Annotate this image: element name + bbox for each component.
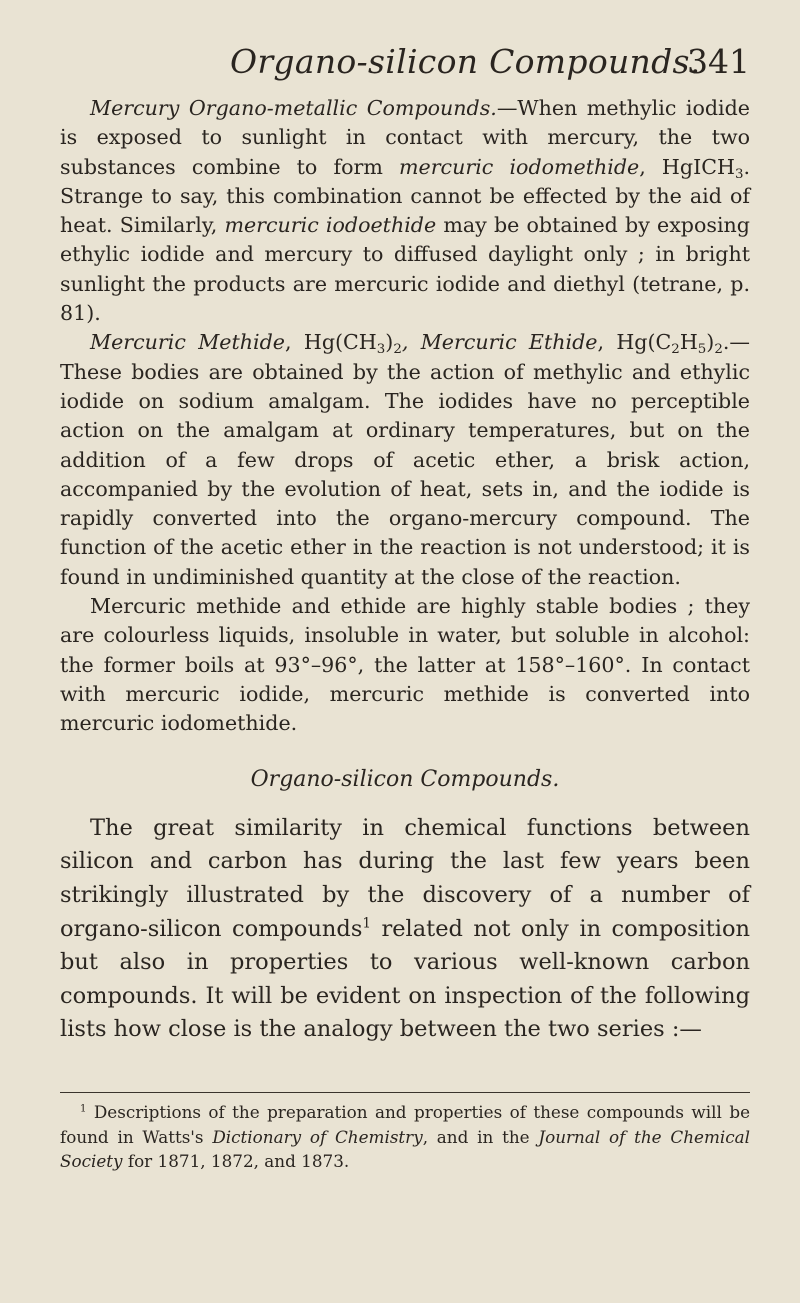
paragraph-text: The great similarity in chemical functions between silicon and carbon has during the last few years been strikingly illustrated by the discovery of a number of organo-silicon compounds <box>60 814 750 942</box>
footnote-text: , and in the <box>422 1126 539 1147</box>
formula-subscript: 5 <box>697 342 707 358</box>
paragraph-mercury-organo-metallic <box>60 94 750 328</box>
footnote-mark: 1 <box>80 1103 87 1115</box>
paragraph-properties: Mercuric methide and ethide are highly stable bodies ; they are colourless liquids, insoluble in water, but soluble in alcohol: the former boils at 93°–96°, the latter at 158°–160°. In contact with mercuric iodide, mercuric methide is converted into mercuric iodomethide. <box>60 594 750 736</box>
page-number: 341 <box>687 42 750 81</box>
body-text <box>60 94 750 1047</box>
term: , Mercuric Ethide <box>401 330 598 355</box>
cited-work: Dictionary of Chemistry <box>212 1126 423 1147</box>
formula: , HgICH <box>639 154 735 179</box>
formula: H <box>679 330 698 355</box>
paragraph-text: .—These bodies are obtained by the action of methylic and ethylic iodide on sodium amalgam. The iodides have no perceptible action on the amalgam at ordinary temperatures, but on the addition of a few drops of acetic ether, a brisk action, accompanied by the evolution of heat, sets in, and the iodide is rapidly converted into the organo-mercury compound. The function of the acetic ether in the reaction is not understood; it is found in undiminished quantity at the close of the reaction. <box>60 330 750 589</box>
footnote <box>60 1100 750 1174</box>
term: mercuric iodomethide <box>399 154 640 179</box>
formula-subscript: 2 <box>714 342 723 358</box>
footnote-rule <box>60 1092 750 1093</box>
page-header <box>60 42 750 92</box>
formula: ) <box>706 330 715 355</box>
formula-subscript: 3 <box>376 342 386 358</box>
formula: ) <box>385 330 394 355</box>
paragraph-mercuric-methide-ethide <box>60 328 750 592</box>
paragraph-text: may be obtained by exposing ethylic iodide and mercury to diffused daylight only ; in bright sunlight the products are mercuric iodide and diethyl (tetrane, p. 81). <box>60 213 750 326</box>
paragraph-text: . Strange to say, this combination cannot be effected by the aid of heat. Similarly, <box>60 154 750 238</box>
footnote-reference: 1 <box>362 915 371 932</box>
footnote-text: Descriptions of the preparation and properties of these compounds will be found in Watts's <box>60 1102 750 1147</box>
term: mercuric iodoethide <box>224 213 437 238</box>
cited-work: Journal of the Chemical Society <box>60 1126 750 1171</box>
section-title: Organo-silicon Compounds. <box>250 766 560 792</box>
paragraph-text: —When methylic iodide is exposed to sunlight in contact with mercury, the two substances combine to form <box>60 96 750 179</box>
formula: , Hg(C <box>597 330 672 355</box>
paragraph-heading: Mercury Organo-metallic Compounds. <box>90 96 497 120</box>
term: Mercuric Methide <box>90 330 285 355</box>
formula-subscript: 3 <box>734 166 744 182</box>
formula: , Hg(CH <box>284 330 377 355</box>
formula-subscript: 2 <box>393 342 402 358</box>
footnote-text: for 1871, 1872, and 1873. <box>122 1151 350 1171</box>
paragraph-text: related not only in composition but also in properties to various well-known carbon compounds. It will be evident on inspection of the following lists how close is the analogy between the two series :— <box>60 915 750 1043</box>
formula-subscript: 2 <box>671 342 680 358</box>
running-title: Organo-silicon Compounds. <box>230 42 701 81</box>
paragraph-organo-silicon <box>60 812 750 1047</box>
